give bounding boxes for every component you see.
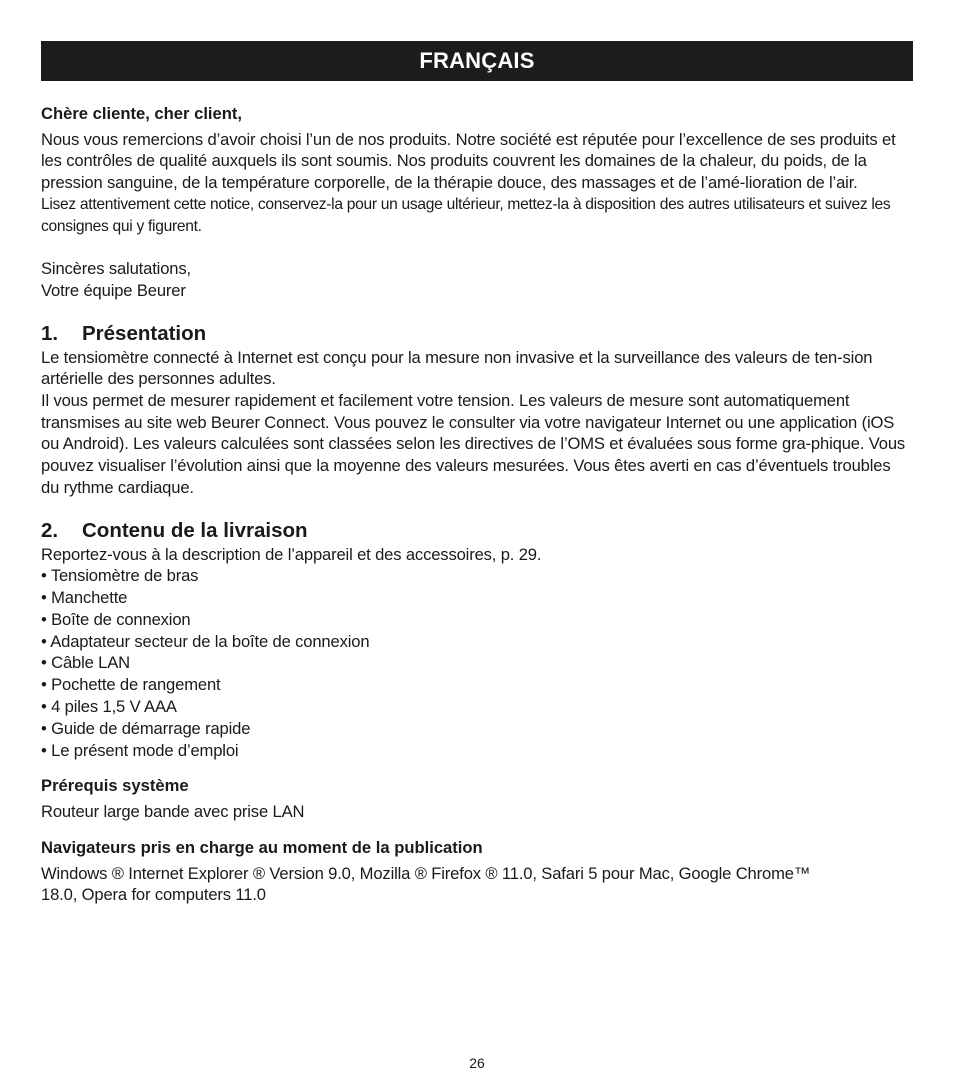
section-1-paragraph-1: Le tensiomètre connecté à Internet est conçu pour la mesure non invasive et la surveillance des valeurs de ten-sion artérielle des personnes adultes. bbox=[41, 347, 873, 389]
list-item: • Tensiomètre de bras bbox=[41, 566, 199, 586]
section-2-title bbox=[41, 518, 913, 544]
greeting-paragraph-1: Nous vous remercions d’avoir choisi l’un de nos produits. Notre société est réputée pour l’excellence de ses produits et les contrôles de qualité auxquels ils sont soumis. Nos produits couvrent les domaines de la chaleur, du poids, de la pression sanguine, de la température corporelle, de la thérapie douce, des massages et de l’amé-lioration de l’air. bbox=[41, 129, 896, 193]
page-number: 26 bbox=[469, 1055, 485, 1071]
list-item: • Boîte de connexion bbox=[41, 609, 191, 629]
browsers-heading: Navigateurs pris en charge au moment de la publication bbox=[41, 837, 483, 857]
section-1-paragraph-2: Il vous permet de mesurer rapidement et facilement votre tension. Les valeurs de mesure sont automatiquement transmises au site web Beurer Connect. Vous pouvez le consulter via votre navigateur Internet ou une application (iOS ou Android). Les valeurs calculées sont classées selon les directives de l’OMS et évaluées sous forme gra-phique. Vous pouvez visualiser l’évolution ainsi que la moyenne des valeurs mesurées. Vous êtes averti en cas d’éventuels troubles du rythme cardiaque. bbox=[41, 391, 906, 497]
list-item: • Câble LAN bbox=[41, 653, 131, 673]
section-1-label: Présentation bbox=[82, 321, 207, 345]
language-title: FRANÇAIS bbox=[419, 48, 535, 73]
section-2-number: 2. bbox=[41, 518, 59, 542]
browsers-line-1: Windows ® Internet Explorer ® Version 9.0, Mozilla ® Firefox ® 11.0, Safari 5 pour Mac, Google Chrome™ bbox=[41, 863, 811, 883]
list-item: • Pochette de rangement bbox=[41, 675, 221, 695]
browsers-line-2: 18.0, Opera for computers 11.0 bbox=[41, 885, 266, 905]
list-item: • 4 piles 1,5 V AAA bbox=[41, 697, 177, 717]
section-2-label: Contenu de la livraison bbox=[82, 518, 308, 542]
prerequisites-text: Routeur large bande avec prise LAN bbox=[41, 802, 305, 822]
closing-signature: Votre équipe Beurer bbox=[41, 280, 186, 300]
greeting-heading: Chère cliente, cher client, bbox=[41, 104, 243, 123]
greeting-paragraph-2: Lisez attentivement cette notice, conservez-la pour un usage ultérieur, mettez-la à disposition des autres utilisateurs et suivez les consignes qui y figurent. bbox=[41, 195, 891, 235]
document-page bbox=[41, 41, 913, 906]
section-2-intro: Reportez-vous à la description de l’appareil et des accessoires, p. 29. bbox=[41, 544, 542, 564]
list-item: • Adaptateur secteur de la boîte de connexion bbox=[41, 631, 370, 651]
prerequisites-heading: Prérequis système bbox=[41, 776, 189, 796]
closing-salutation: Sincères salutations, bbox=[41, 259, 191, 279]
list-item: • Le présent mode d’emploi bbox=[41, 740, 239, 760]
section-1-title bbox=[41, 321, 913, 347]
list-item: • Manchette bbox=[41, 588, 128, 608]
delivery-contents-list bbox=[41, 565, 913, 761]
language-banner bbox=[41, 41, 913, 81]
list-item: • Guide de démarrage rapide bbox=[41, 718, 251, 738]
section-1-number: 1. bbox=[41, 321, 59, 345]
